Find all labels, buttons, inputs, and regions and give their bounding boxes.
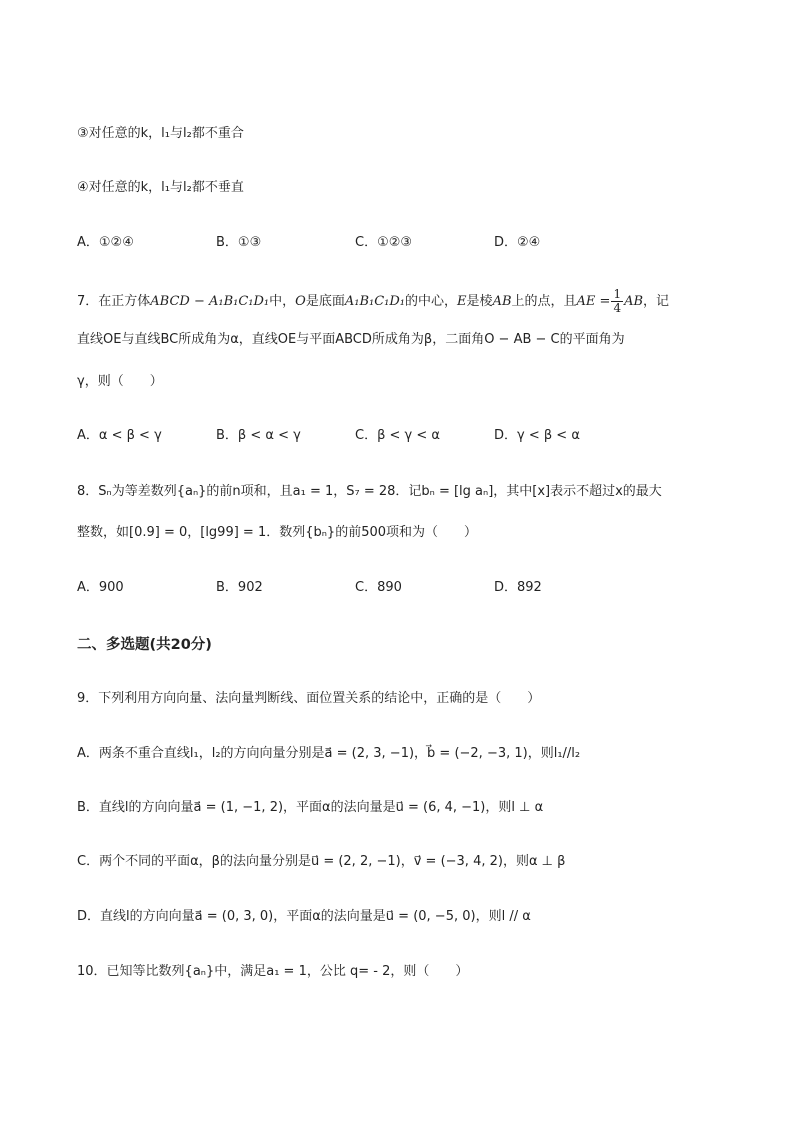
text: 中， xyxy=(269,294,296,309)
q7-option-d[interactable]: D．γ < β < α xyxy=(494,428,580,443)
q8-option-a[interactable]: A．900 xyxy=(77,580,124,595)
q9-option-c[interactable]: C．两个不同的平面α，β的法向量分别是u⃗ = (2, 2, −1)，v⃗ = (−3, 4, 2)，则α ⊥ β xyxy=(77,854,566,869)
q8-options xyxy=(77,578,717,598)
q8-stem-line2: 整数，如[0.9] = 0，[lg99] = 1．数列{bₙ}的前500项和为（ ） xyxy=(77,525,478,540)
q8-stem-line1: 8．Sₙ为等差数列{aₙ}的前n项和，且a₁ = 1，S₇ = 28．记bₙ = [lg aₙ]，其中[x]表示不超过x的最大 xyxy=(77,484,662,499)
condition-3: ③对任意的k，l₁与l₂都不重合 xyxy=(77,126,244,141)
q6-option-c[interactable]: C．①②③ xyxy=(355,235,413,250)
q6-option-a[interactable]: A．①②④ xyxy=(77,235,134,250)
text: 是棱 xyxy=(466,294,493,309)
math-base: A₁B₁C₁D₁ xyxy=(344,294,406,309)
math-ae: AE = xyxy=(576,294,611,309)
condition-4: ④对任意的k，l₁与l₂都不垂直 xyxy=(77,180,244,195)
text: 7．在正方体 xyxy=(77,294,151,309)
fraction-numerator: 1 xyxy=(613,287,622,301)
q7-option-b[interactable]: B．β < α < γ xyxy=(216,428,301,443)
fraction-one-quarter xyxy=(611,288,623,315)
q8-option-d[interactable]: D．892 xyxy=(494,580,542,595)
q8-option-c[interactable]: C．890 xyxy=(355,580,402,595)
q7-stem-line1 xyxy=(77,288,669,315)
q7-stem-line2: 直线OE与直线BC所成角为α，直线OE与平面ABCD所成角为β，二面角O − AB − C的平面角为 xyxy=(77,332,625,347)
q7-option-c[interactable]: C．β < γ < α xyxy=(355,428,440,443)
q6-option-d[interactable]: D．②④ xyxy=(494,235,541,250)
section-heading: 二、多选题(共20分) xyxy=(77,637,212,653)
math-o: O xyxy=(295,294,306,309)
q10-stem: 10．已知等比数列{aₙ}中，满足a₁ = 1，公比 q= - 2，则（ ） xyxy=(77,964,469,979)
fraction-denominator: 4 xyxy=(613,301,622,315)
math-ab-rhs: AB xyxy=(624,294,644,309)
math-e: E xyxy=(457,294,467,309)
q9-option-d[interactable]: D．直线l的方向向量a⃗ = (0, 3, 0)，平面α的法向量是u⃗ = (0, −5, 0)，则l // α xyxy=(77,909,531,924)
q9-stem: 9．下列利用方向向量、法向量判断线、面位置关系的结论中，正确的是（ ） xyxy=(77,691,541,706)
q8-option-b[interactable]: B．902 xyxy=(216,580,263,595)
q9-option-b[interactable]: B．直线l的方向向量a⃗ = (1, −1, 2)，平面α的法向量是u⃗ = (6, 4, −1)，则l ⊥ α xyxy=(77,800,544,815)
q7-stem-line3: γ，则（ ） xyxy=(77,374,163,389)
text: 上的点，且 xyxy=(511,294,577,309)
q7-option-a[interactable]: A．α < β < γ xyxy=(77,428,162,443)
q6-options xyxy=(77,233,717,253)
q9-option-a[interactable]: A．两条不重合直线l₁，l₂的方向向量分别是a⃗ = (2, 3, −1)，b⃗ = (−2, −3, 1)，则l₁//l₂ xyxy=(77,746,581,761)
q7-options xyxy=(77,426,717,446)
text: 的中心， xyxy=(405,294,458,309)
math-cube: ABCD − A₁B₁C₁D₁ xyxy=(150,294,270,309)
math-ab: AB xyxy=(492,294,512,309)
text: ，记 xyxy=(643,294,670,309)
text: 是底面 xyxy=(305,294,345,309)
q6-option-b[interactable]: B．①③ xyxy=(216,235,262,250)
